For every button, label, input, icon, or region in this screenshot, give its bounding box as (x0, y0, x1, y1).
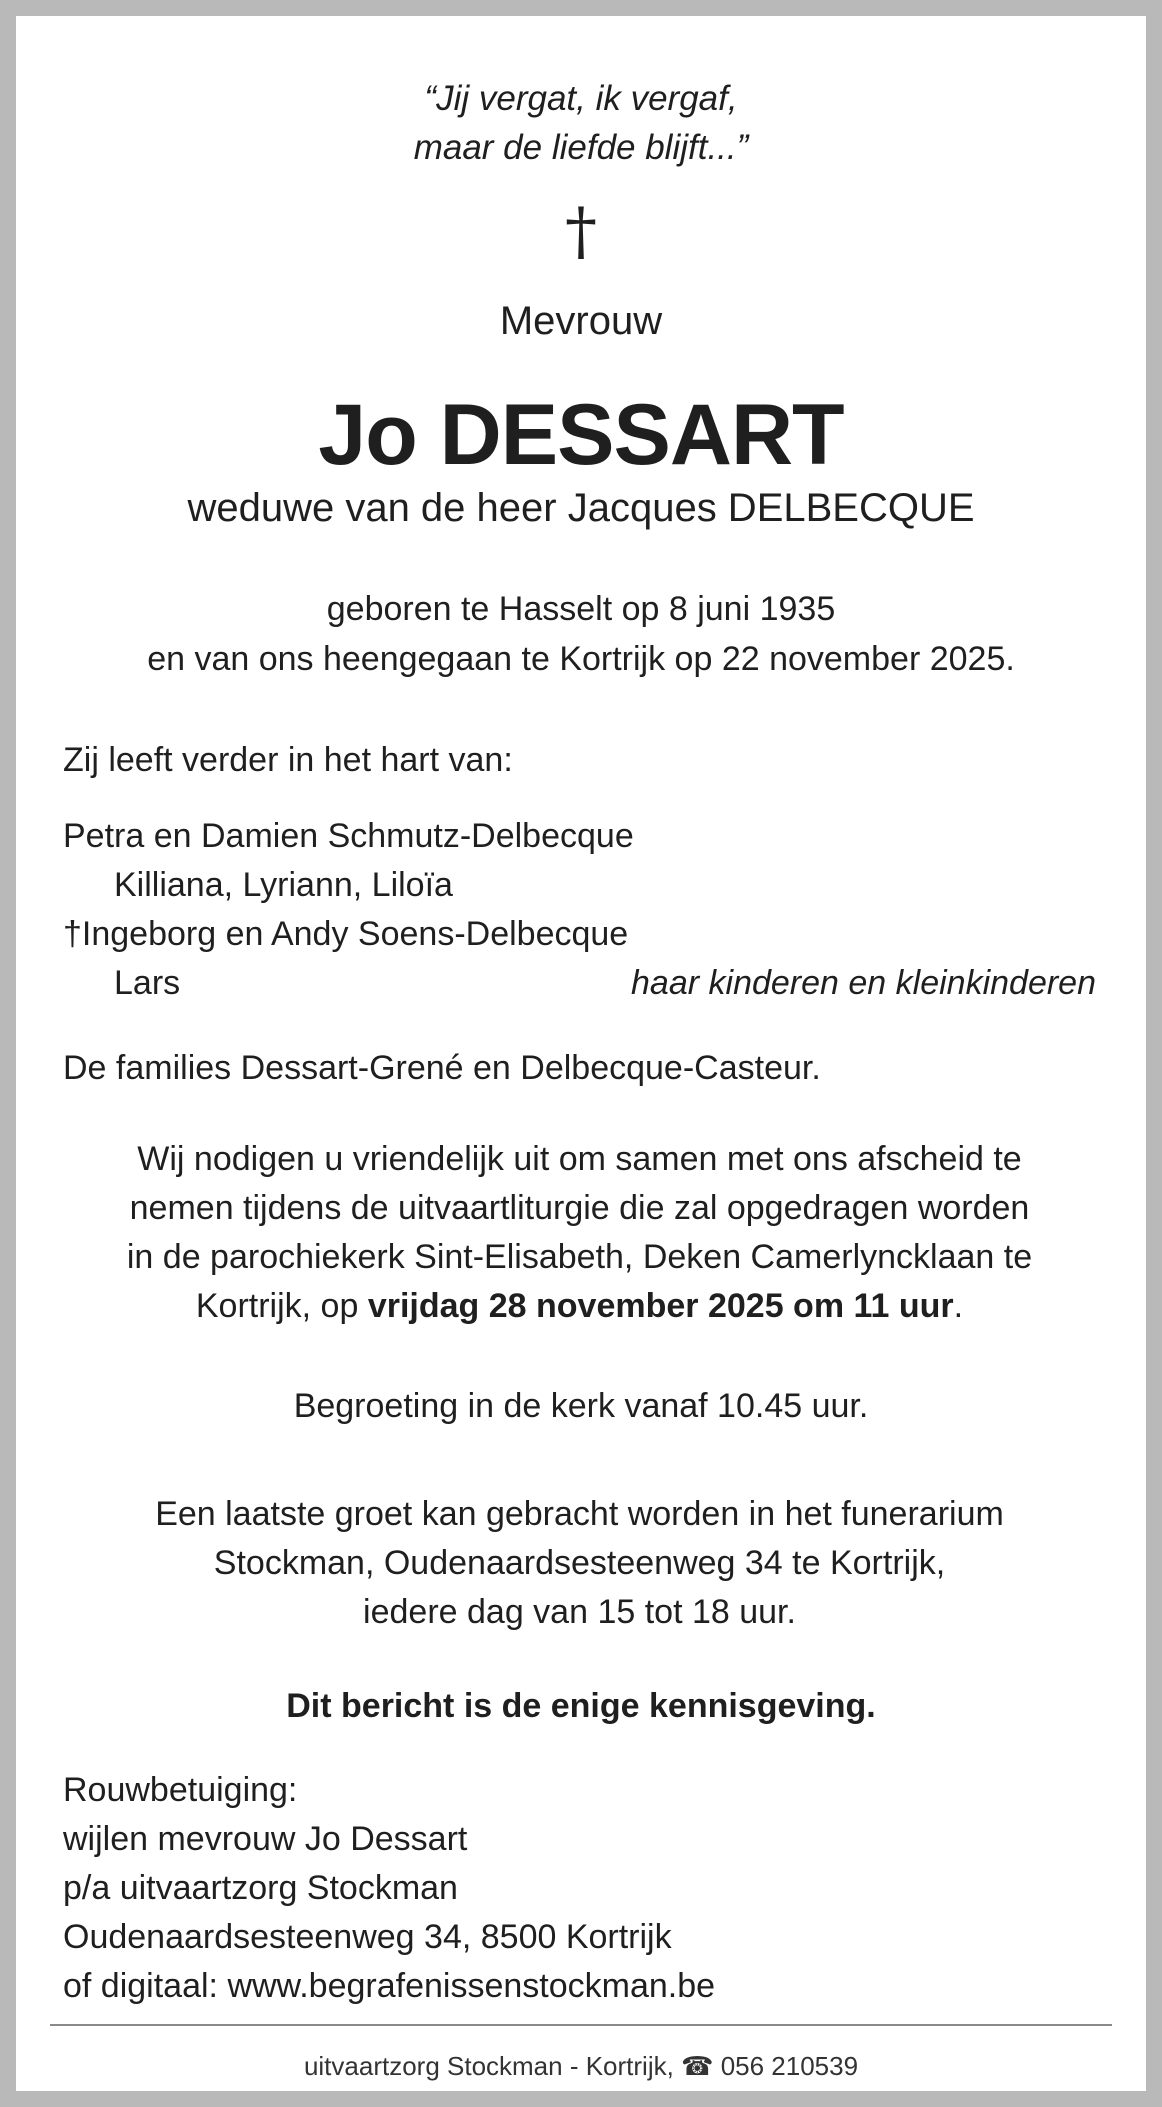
obituary-card (16, 16, 1146, 2091)
invitation-line-2: nemen tijdens de uitvaartliturgie die zal opgedragen worden (129, 1189, 1030, 1227)
invitation-line-4-suffix: . (953, 1287, 964, 1325)
footer (16, 2053, 1146, 2080)
quote-line-2: maar de liefde blijft...” (413, 128, 749, 167)
last-greeting-line-3: iedere dag van 15 tot 18 uur. (363, 1593, 796, 1631)
telephone-icon: ☎ (681, 2052, 714, 2082)
invitation-line-3: in de parochiekerk Sint-Elisabeth, Deken Camerlyncklaan te (126, 1238, 1033, 1276)
greeting-line: Begroeting in de kerk vanaf 10.45 uur. (293, 1387, 869, 1425)
birth-line: geboren te Hasselt op 8 juni 1935 (326, 590, 836, 628)
last-greeting-line-2: Stockman, Oudenaardsesteenweg 34 te Kortrijk, (213, 1544, 946, 1582)
invitation-line-4 (63, 1282, 1096, 1331)
footer-divider (50, 2024, 1112, 2026)
footer-text: uitvaartzorg Stockman - Kortrijk, (303, 2051, 674, 2081)
families-line: De families Dessart-Grené en Delbecque-Casteur. (63, 1049, 821, 1087)
condolences-line-2: wijlen mevrouw Jo Dessart (63, 1820, 468, 1858)
title: Mevrouw (499, 299, 663, 343)
family-children-2: †Ingeborg en Andy Soens-Delbecque (63, 915, 629, 953)
deceased-name: Jo DESSART (318, 387, 844, 483)
condolences-address: Oudenaardsesteenweg 34, 8500 Kortrijk (63, 1918, 672, 1956)
last-greeting-paragraph (63, 1490, 1096, 1637)
lives-on-heading: Zij leeft verder in het hart van: (63, 741, 513, 779)
family-grandchildren-1: Killiana, Lyriann, Liloïa (114, 866, 453, 904)
family-grandchildren-2: Lars (114, 964, 181, 1002)
footer-phone: 056 210539 (720, 2051, 859, 2081)
family-children-1: Petra en Damien Schmutz-Delbecque (63, 817, 634, 855)
condolences-heading: Rouwbetuiging: (63, 1771, 298, 1809)
condolences-line-3: p/a uitvaartzorg Stockman (63, 1869, 458, 1907)
invitation-paragraph (63, 1135, 1096, 1331)
death-line: en van ons heengegaan te Kortrijk op 22 november 2025. (147, 640, 1015, 678)
notice-line: Dit bericht is de enige kennisgeving. (286, 1687, 876, 1725)
family-relation: haar kinderen en kleinkinderen (631, 964, 1096, 1002)
cross-icon: † (565, 195, 597, 269)
spouse-line: weduwe van de heer Jacques DELBECQUE (187, 486, 975, 530)
condolences-website: of digitaal: www.begrafenissenstockman.be (63, 1967, 716, 2005)
last-greeting-line-1: Een laatste groet kan gebracht worden in het funerarium (155, 1495, 1004, 1533)
invitation-line-4-prefix: Kortrijk, op (195, 1287, 368, 1325)
funeral-date: vrijdag 28 november 2025 om 11 uur (367, 1287, 954, 1325)
quote-line-1: “Jij vergat, ik vergaf, (424, 79, 738, 118)
invitation-line-1: Wij nodigen u vriendelijk uit om samen met ons afscheid te (137, 1140, 1022, 1178)
